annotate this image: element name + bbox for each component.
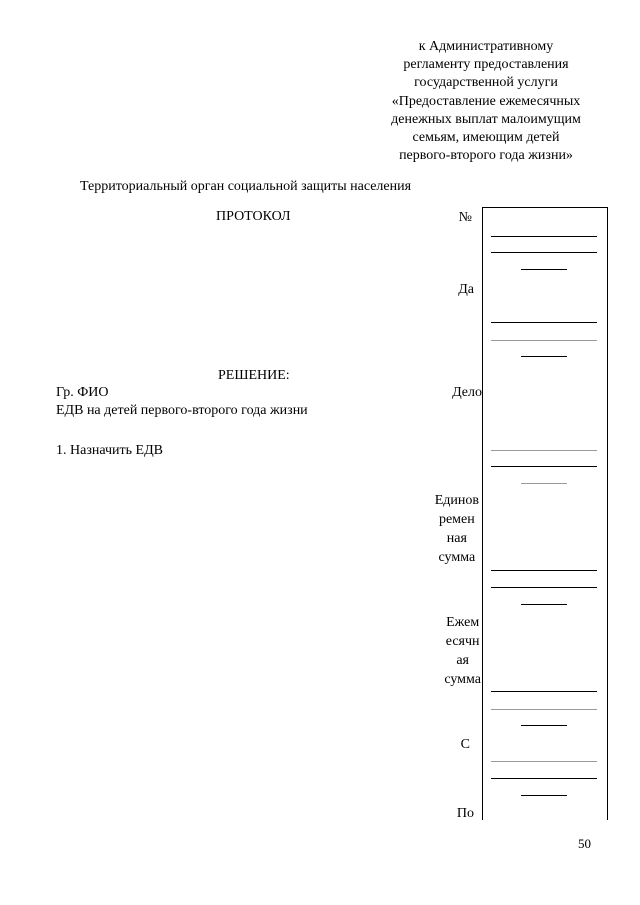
header-line: к Административному (418, 39, 554, 54)
date-label: Да (458, 282, 474, 297)
header-line: семьям, имеющим детей (412, 130, 560, 146)
number-field-separator (521, 269, 567, 270)
number-field-line-2[interactable] (491, 252, 597, 253)
header-line: регламенту предоставления (403, 57, 569, 73)
citizen-line: Гр. ФИО (56, 385, 109, 400)
from-label: С (460, 737, 470, 752)
to-label: По (456, 806, 474, 821)
protocol-title: ПРОТОКОЛ (216, 209, 291, 224)
date-field-line-2[interactable] (491, 340, 597, 341)
form-field-column (482, 207, 608, 820)
org-title: Территориальный орган социальной защиты населения (80, 179, 412, 194)
page-number: 50 (578, 836, 591, 851)
date-field-separator (521, 356, 567, 357)
monthly-sum-field-line[interactable] (491, 691, 597, 692)
header-line: «Предоставление ежемесячных (391, 93, 581, 109)
to-field-separator (521, 795, 567, 796)
header-line: государственной услуги (414, 75, 558, 91)
case-field-separator (521, 483, 567, 484)
monthly-sum-label: Ежем есячн ая сумма (444, 615, 481, 687)
lump-sum-field-line-2[interactable] (491, 587, 597, 588)
header-line: первого-второго года жизни» (399, 148, 573, 164)
monthly-sum-field-separator (521, 725, 567, 726)
number-label: № (458, 210, 472, 225)
appendix-header (370, 38, 602, 165)
header-line: денежных выплат малоимущим (391, 111, 581, 127)
benefit-line: ЕДВ на детей первого-второго года жизни (56, 403, 308, 418)
monthly-sum-field-line-2[interactable] (491, 709, 597, 710)
decision-title: РЕШЕНИЕ: (218, 368, 290, 383)
case-field-line[interactable] (491, 450, 597, 451)
from-field-line-2[interactable] (491, 778, 597, 779)
item-assign: 1. Назначить ЕДВ (56, 443, 163, 458)
date-field-line[interactable] (491, 322, 597, 323)
lump-sum-field-line[interactable] (491, 570, 597, 571)
lump-sum-label: Единов ремен ная сумма (434, 493, 479, 565)
lump-sum-field-separator (521, 604, 567, 605)
from-field-line[interactable] (491, 761, 597, 762)
case-label: Дело (452, 385, 482, 400)
number-field-line[interactable] (491, 236, 597, 237)
case-field-line-2[interactable] (491, 466, 597, 467)
